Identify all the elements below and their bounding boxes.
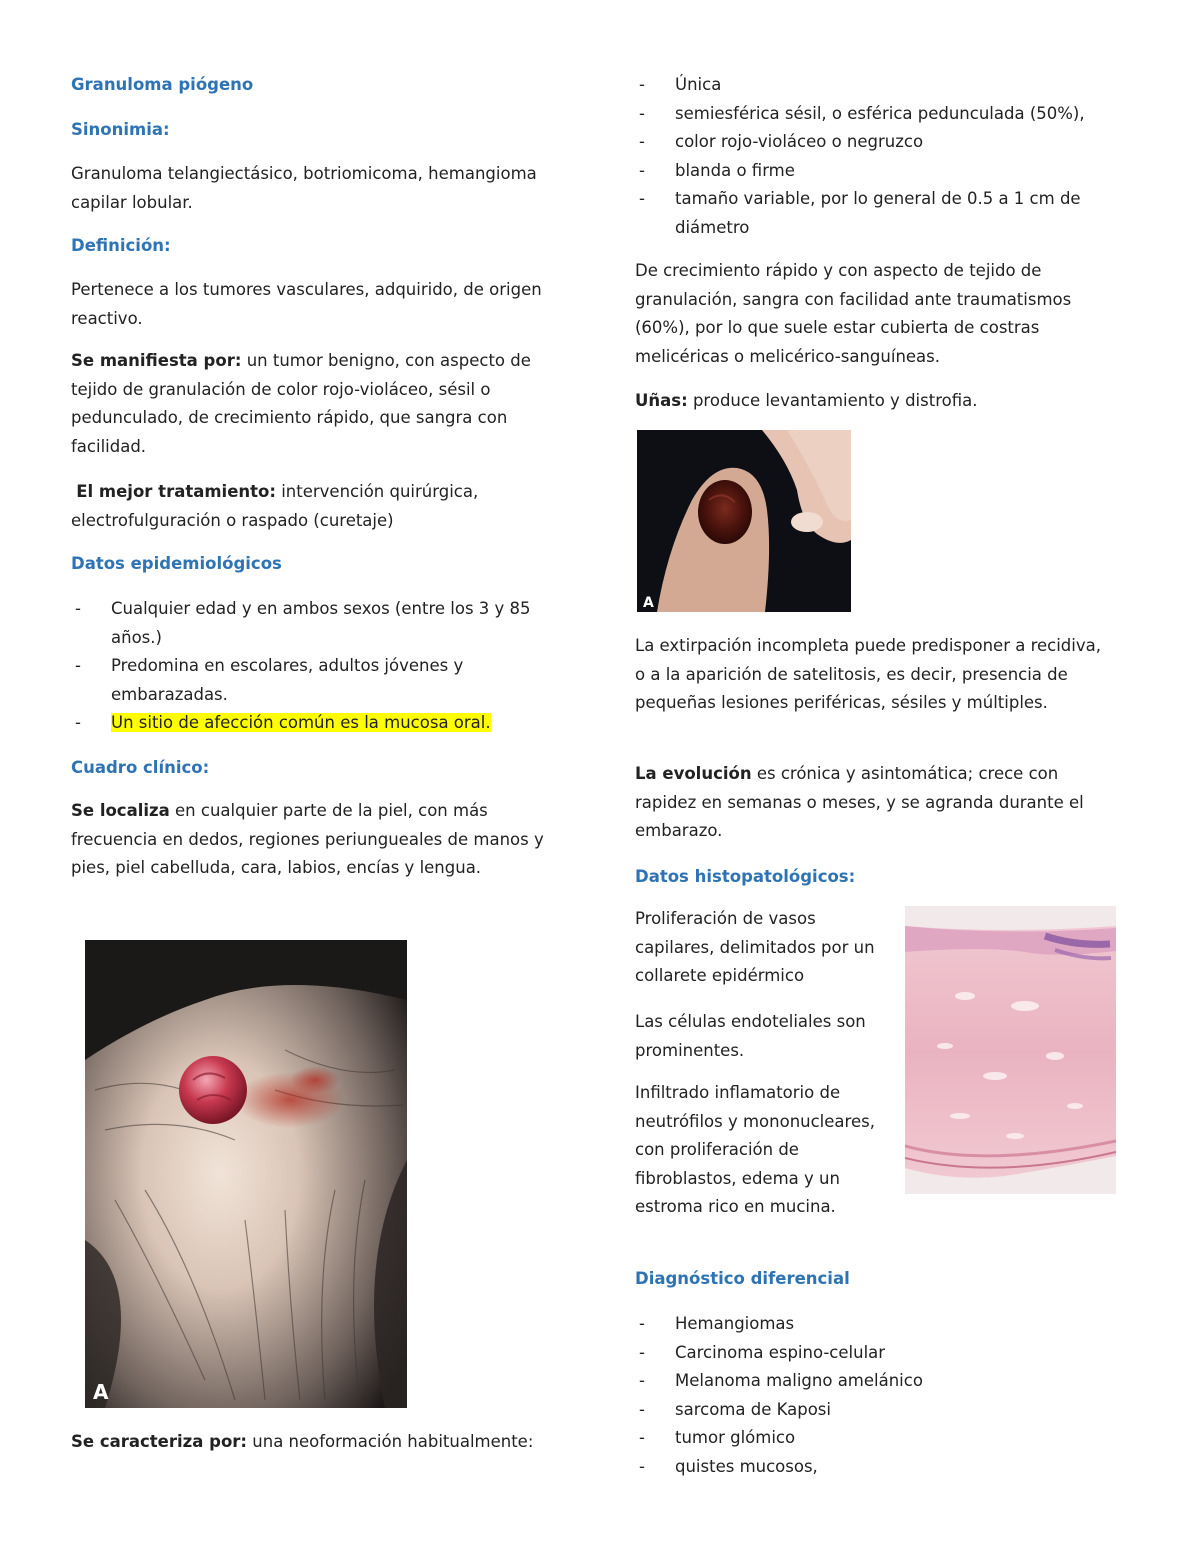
list-item: - Carcinoma espino-celular: [635, 1339, 1105, 1368]
unas-text: produce levantamiento y distrofia.: [687, 391, 978, 410]
list-item: - Única: [635, 71, 1105, 100]
caracteriza-paragraph: [71, 1428, 571, 1457]
diferencial-list: [635, 1310, 1105, 1481]
caracteriza-label: Se caracteriza por:: [71, 1432, 248, 1451]
list-item: [71, 709, 561, 738]
diferencial-heading: Diagnóstico diferencial: [635, 1269, 850, 1288]
list-item: - semiesférica sésil, o esférica pedunculada (50%),: [635, 100, 1105, 129]
extirpacion-paragraph: La extirpación incompleta puede predisponer a recidiva, o a la aparición de satelitosis, es decir, presencia de pequeñas lesiones periféricas, sésiles y múltiples.: [635, 636, 1101, 712]
list-item: - tamaño variable, por lo general de 0.5 a 1 cm de diámetro: [635, 185, 1105, 242]
document-title: Granuloma piógeno: [71, 75, 254, 94]
evolucion-paragraph: [635, 760, 1105, 846]
features-list: [635, 71, 1105, 242]
histo-text-2: Las células endoteliales son prominentes.: [635, 1012, 866, 1060]
epidemiologicos-heading: Datos epidemiológicos: [71, 554, 282, 573]
toe-lesion-photo: [637, 430, 851, 612]
sinonimia-heading: Sinonimia:: [71, 120, 170, 139]
caracteriza-text: una neoformación habitualmente:: [247, 1432, 534, 1451]
definicion-heading: Definición:: [71, 236, 171, 255]
manifiesta-label: Se manifiesta por:: [71, 351, 242, 370]
unas-label: Uñas:: [635, 391, 688, 410]
crecimiento-paragraph: De crecimiento rápido y con aspecto de tejido de granulación, sangra con facilidad ante traumatismos (60%), por lo que suele estar cubierta de costras melicéricas o melicérico-sanguíneas.: [635, 261, 1072, 366]
histo-heading: Datos histopatológicos:: [635, 867, 856, 886]
list-item: - tumor glómico: [635, 1424, 1105, 1453]
evolucion-text: es crónica y asintomática; crece con rapidez en semanas o meses, y se agranda durante el embarazo.: [635, 764, 1084, 840]
manifiesta-text: un tumor benigno, con aspecto de tejido de granulación de color rojo-violáceo, sésil o pedunculado, de crecimiento rápido, que sangra con facilidad.: [71, 351, 531, 456]
histo-text-1: Proliferación de vasos capilares, delimitados por un collarete epidérmico: [635, 909, 875, 985]
cuadro-text: en cualquier parte de la piel, con más frecuencia en dedos, regiones periungueales de manos y pies, piel cabelluda, cara, labios, encías y lengua.: [71, 801, 544, 877]
list-item: - color rojo-violáceo o negruzco: [635, 128, 1105, 157]
histology-photo: [905, 906, 1116, 1194]
list-item: - blanda o firme: [635, 157, 1105, 186]
sinonimia-text: Granuloma telangiectásico, botriomicoma, hemangioma capilar lobular.: [71, 164, 537, 212]
evolucion-label: La evolución: [635, 764, 752, 783]
unas-paragraph: [635, 387, 1105, 416]
manifiesta-paragraph: [71, 347, 561, 461]
cuadro-label: Se localiza: [71, 801, 170, 820]
definicion-text: Pertenece a los tumores vasculares, adquirido, de origen reactivo.: [71, 280, 542, 328]
histo-text-3: Infiltrado inflamatorio de neutrófilos y mononucleares, con proliferación de fibroblastos, edema y un estroma rico en mucina.: [635, 1083, 875, 1216]
list-item: - Predomina en escolares, adultos jóvenes y embarazadas.: [71, 652, 561, 709]
tratamiento-text: intervención quirúrgica, electrofulguración o raspado (curetaje): [71, 482, 479, 530]
figure-tag: A: [93, 1380, 109, 1404]
list-item: - sarcoma de Kaposi: [635, 1396, 1105, 1425]
tratamiento-paragraph: [71, 478, 561, 535]
figure-tag: A: [643, 595, 654, 611]
list-item: - Cualquier edad y en ambos sexos (entre los 3 y 85 años.): [71, 595, 561, 652]
cuadro-paragraph: [71, 797, 561, 883]
list-item: - Hemangiomas: [635, 1310, 1105, 1339]
cuadro-heading: Cuadro clínico:: [71, 758, 210, 777]
scalp-lesion-photo: [85, 940, 407, 1408]
highlighted-text: Un sitio de afección común es la mucosa oral.: [111, 713, 491, 732]
list-item: - quistes mucosos,: [635, 1453, 1105, 1482]
epidemiologicos-list: [71, 595, 561, 738]
list-item: - Melanoma maligno amelánico: [635, 1367, 1105, 1396]
tratamiento-label: El mejor tratamiento:: [76, 482, 276, 501]
